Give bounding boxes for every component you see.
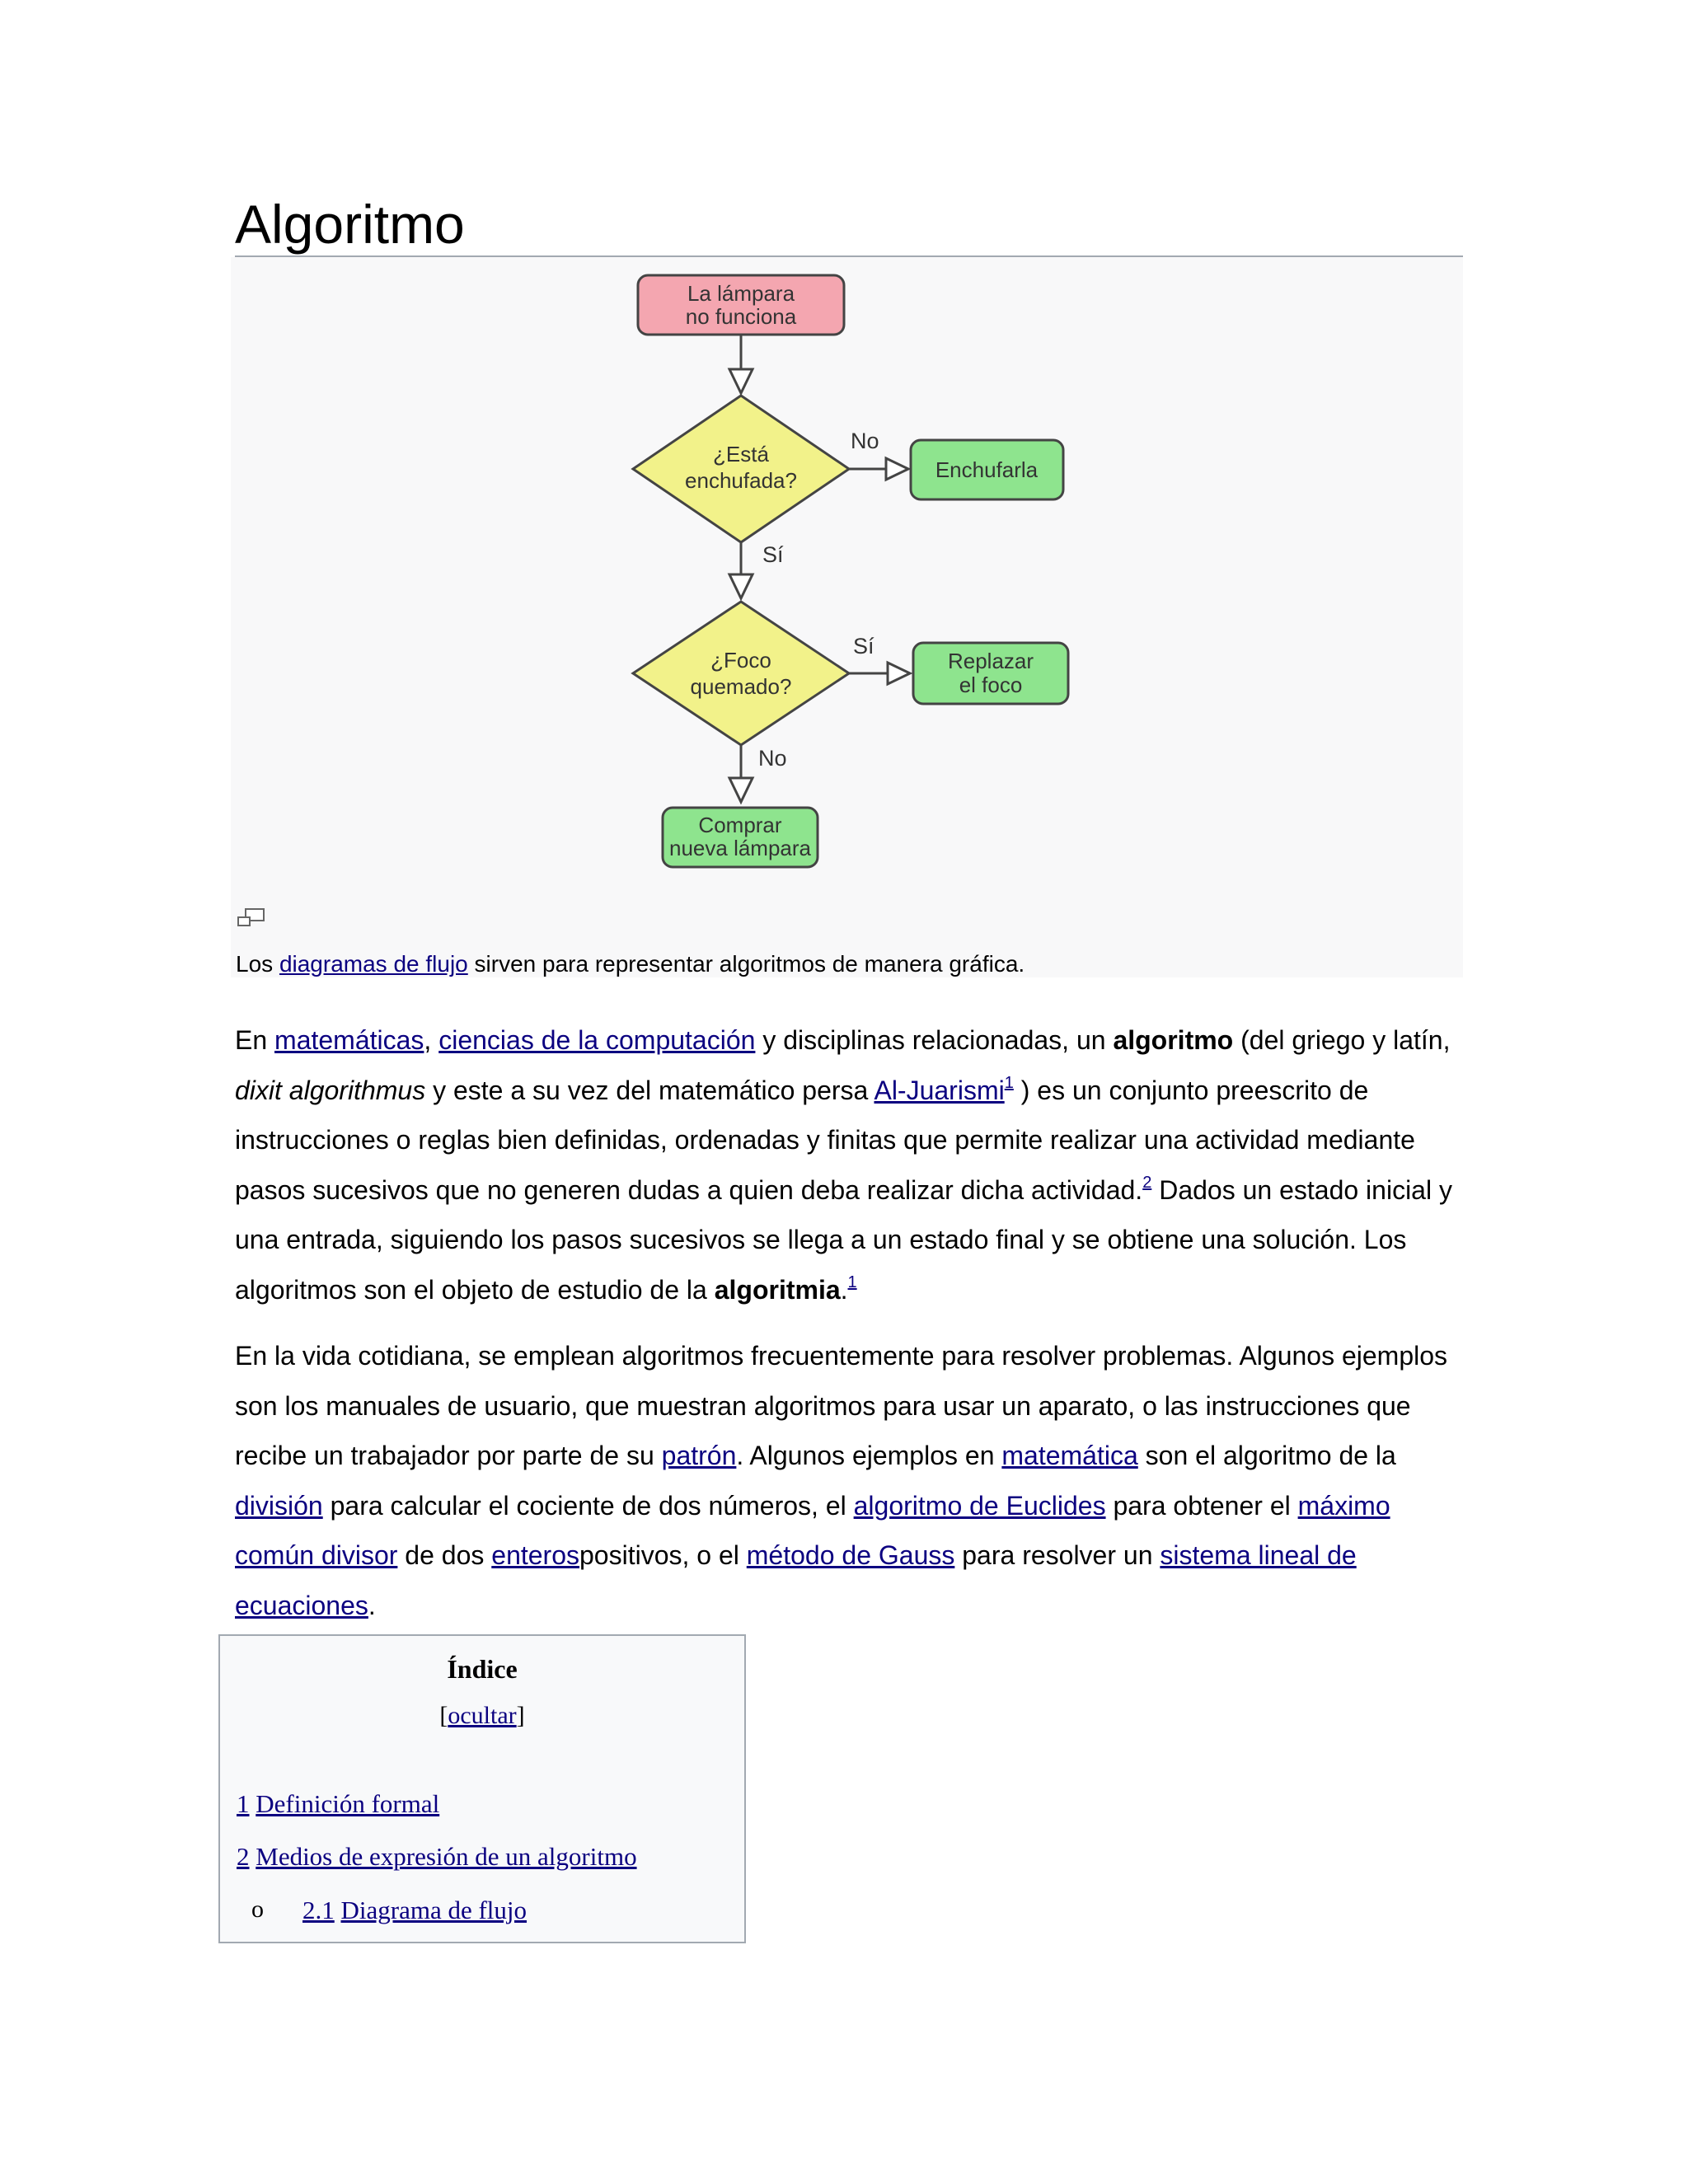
figure-thumbnail <box>231 257 1463 977</box>
term-dixit-algorithmus: dixit algorithmus <box>235 1075 426 1105</box>
toc-bullet-icon: o <box>251 1896 264 1923</box>
link-division[interactable]: división <box>235 1490 323 1521</box>
node-q1-line2: enchufada? <box>685 468 797 493</box>
toc-item-number[interactable]: 1 <box>237 1789 250 1818</box>
term-algoritmo: algoritmo <box>1113 1025 1234 1055</box>
term-algoritmia: algoritmia <box>714 1274 841 1305</box>
edge-label-no-1: No <box>851 429 879 453</box>
link-sistema-lineal[interactable]: sistema lineal de ecuaciones <box>235 1540 1357 1620</box>
link-matematica[interactable]: matemática <box>1001 1441 1138 1470</box>
ref-1[interactable]: 1 <box>1004 1073 1014 1092</box>
toc-title: Índice <box>447 1654 518 1684</box>
edge-label-yes-2: Sí <box>853 634 874 658</box>
toc-item[interactable] <box>237 1789 439 1819</box>
enlarge-icon[interactable] <box>236 907 267 931</box>
toc-hide-link[interactable]: ocultar <box>448 1702 517 1729</box>
node-start-line1: La lámpara <box>687 281 795 306</box>
arrow-down-1 <box>729 369 753 393</box>
node-decision-bulb <box>633 602 849 745</box>
link-ciencias-computacion[interactable]: ciencias de la computación <box>438 1025 756 1055</box>
toc-item-label[interactable]: Medios de expresión de un algoritmo <box>256 1842 637 1871</box>
link-algoritmo-euclides[interactable]: algoritmo de Euclides <box>853 1490 1106 1521</box>
toc-toggle: [ocultar] <box>439 1702 525 1729</box>
toc-item-number[interactable]: 2 <box>237 1842 250 1871</box>
ref-2[interactable]: 2 <box>1142 1173 1152 1192</box>
table-of-contents <box>218 1634 746 1943</box>
link-metodo-gauss[interactable]: método de Gauss <box>746 1540 955 1570</box>
arrow-down-3 <box>729 778 753 802</box>
toc-item-number[interactable]: 2.1 <box>302 1896 335 1924</box>
figure-caption: Los diagramas de flujo sirven para representar algoritmos de manera gráfica. <box>236 951 1025 977</box>
arrow-down-2 <box>729 574 753 598</box>
toc-item-label[interactable]: Definición formal <box>256 1789 440 1818</box>
node-start-line2: no funciona <box>685 304 797 329</box>
node-end-line1: Comprar <box>698 813 782 837</box>
node-q2-line1: ¿Foco <box>710 648 771 673</box>
examples-paragraph: En la vida cotidiana, se emplean algoritmos frecuentemente para resolver problemas. Algunos ejemplos son los manuales de usuario, que muestran algoritmos para usar un aparato, o las instrucciones que recibe un trabajador por parte de su patrón. Algunos ejemplos en matemática son el algoritmo de la división para calcular el cociente de dos números, el algoritmo de Euclides para obtener el máximo común divisor de dos enterospositivos, o el método de Gauss para resolver un sistema lineal de ecuaciones. <box>235 1341 1448 1620</box>
link-patron[interactable]: patrón <box>661 1441 737 1470</box>
toc-item-label[interactable]: Diagrama de flujo <box>340 1896 528 1924</box>
edge-label-no-2: No <box>758 746 787 771</box>
toc-subitem[interactable] <box>302 1896 527 1925</box>
link-maximo-comun-divisor[interactable]: máximo común divisor <box>235 1490 1390 1570</box>
edge-label-yes-1: Sí <box>762 542 784 567</box>
ref-1b[interactable]: 1 <box>847 1272 857 1291</box>
link-diagramas-de-flujo[interactable]: diagramas de flujo <box>279 951 468 977</box>
arrow-right-1 <box>886 458 908 480</box>
node-q2-line2: quemado? <box>690 674 792 699</box>
flowchart-diagram[interactable] <box>231 257 1463 900</box>
intro-paragraph: En matemáticas, ciencias de la computación y disciplinas relacionadas, un algoritmo (del griego y latín, dixit algorithmus y este a su vez del matemático persa Al-Juarismi$^1$ ) es un conjunto preescrito de instrucciones o reglas bien definidas, ordenadas y finitas que permite realizar una actividad mediante pasos sucesivos que no generen dudas a quien deba realizar dicha actividad.$^2$ Dados un estado inicial y una entrada, siguiendo los pasos sucesivos se llega a un estado final y se obtiene una solución. Los algoritmos son el objeto de estudio de la algoritmia.$^1$ <box>235 1025 1452 1305</box>
link-matematicas[interactable]: matemáticas <box>274 1025 424 1055</box>
page-title: Algoritmo <box>235 194 465 255</box>
node-q1-line1: ¿Está <box>713 442 769 466</box>
node-a2-line1: Replazar <box>947 649 1034 673</box>
link-enteros[interactable]: enteros <box>491 1540 579 1570</box>
node-a2-line2: el foco <box>959 673 1023 697</box>
arrow-right-2 <box>888 663 910 684</box>
node-end-line2: nueva lámpara <box>669 836 811 860</box>
node-a1-text: Enchufarla <box>935 457 1039 482</box>
toc-item[interactable] <box>237 1842 637 1872</box>
link-al-juarismi[interactable]: Al-Juarismi <box>874 1075 1005 1105</box>
